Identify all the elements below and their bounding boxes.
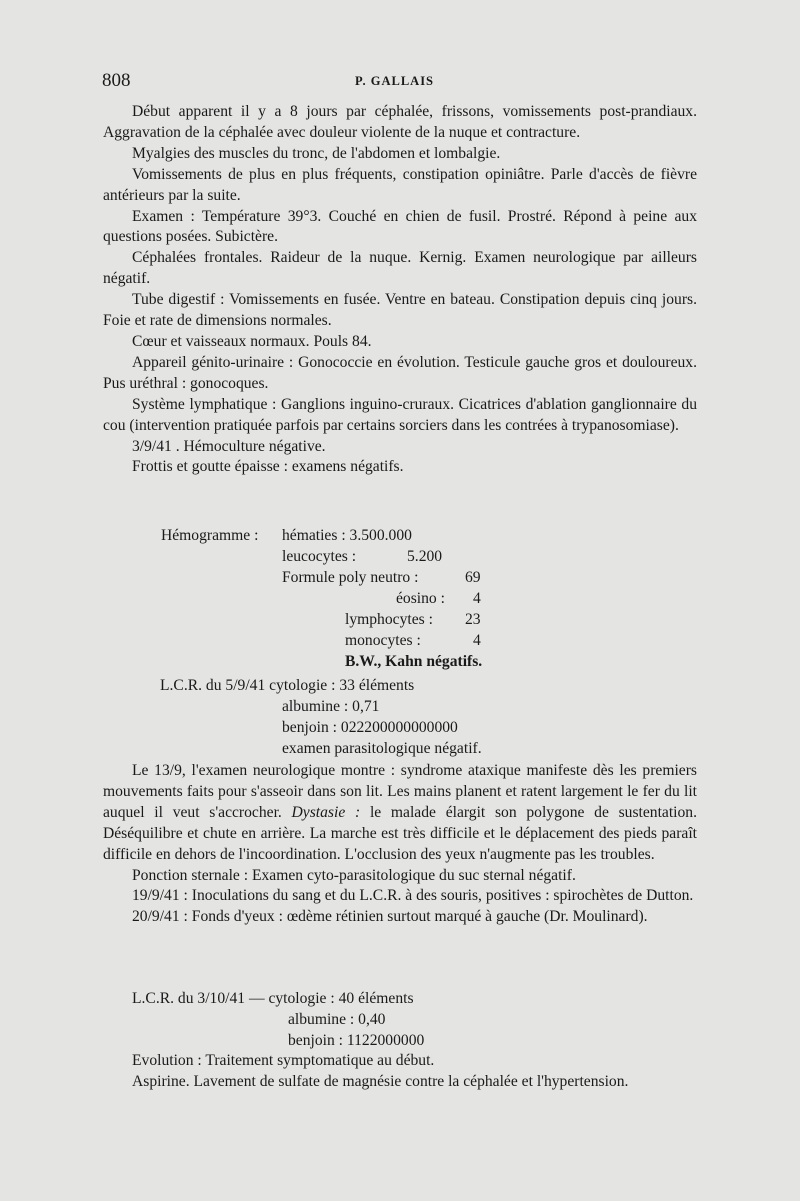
running-header-author: P. GALLAIS <box>355 74 435 88</box>
paragraph-hemoculture: 3/9/41 . Hémoculture négative. <box>132 437 326 455</box>
eosino-label: éosino : <box>396 590 445 607</box>
paragraph-lymphatique: Système lymphatique : Ganglions inguino-cruraux. Cicatrices d'ablation ganglionnaire du cou (intervention pratiquée parfois par certains sorciers dans les contrées à trypanosomiase). <box>103 395 697 434</box>
paragraph-cephalees: Céphalées frontales. Raideur de la nuque. Kernig. Examen neurologique par ailleurs négatif. <box>103 249 697 288</box>
paragraph-aspirine: Aspirine. Lavement de sulfate de magnésie contre la céphalée et l'hypertension. <box>132 1072 629 1090</box>
lcr2-cytologie: L.C.R. du 3/10/41 — cytologie : 40 éléments <box>132 990 414 1007</box>
lymphocytes-label: lymphocytes : <box>345 611 433 628</box>
hemogramme-label: Hémogramme : <box>161 527 259 544</box>
dystasie-label: Dystasie : <box>291 803 361 821</box>
paragraph-myalgies: Myalgies des muscles du tronc, de l'abdomen et lombalgie. <box>132 144 501 162</box>
neurological-text-block <box>103 761 697 928</box>
lcr1-examen: examen parasitologique négatif. <box>282 740 482 757</box>
lcr1-cytologie: L.C.R. du 5/9/41 cytologie : 33 éléments <box>160 677 415 694</box>
leucocytes-label: leucocytes : <box>282 548 357 565</box>
page-number: 808 <box>102 70 131 91</box>
paragraph-debut: Début apparent il y a 8 jours par céphalée, frissons, vomissements post-prandiaux. Aggravation de la céphalée avec douleur violente de la nuque et contracture. <box>103 103 697 141</box>
monocytes-label: monocytes : <box>345 632 421 649</box>
paragraph-evolution: Evolution : Traitement symptomatique au début. <box>132 1052 435 1069</box>
leucocytes-value: 5.200 <box>407 548 443 565</box>
evolution-text-block <box>103 1051 697 1093</box>
paragraph-examen: Examen : Température 39°3. Couché en chien de fusil. Prostré. Répond à peine aux questions posées. Subictère. <box>103 207 697 246</box>
paragraph-ponction: Ponction sternale : Examen cyto-parasitologique du suc sternal négatif. <box>132 866 576 884</box>
paragraph-appareil: Appareil génito-urinaire : Gonococcie en évolution. Testicule gauche gros et douloureux. Pus uréthral : gonocoques. <box>103 353 697 392</box>
monocytes-value: 4 <box>473 632 481 649</box>
paragraph-neurologique <box>103 761 697 866</box>
lcr2-benjoin: benjoin : 1122000000 <box>288 1032 425 1049</box>
lymphocytes-value: 23 <box>465 611 481 628</box>
lcr1-albumine: albumine : 0,71 <box>282 698 380 715</box>
formule-label: Formule poly neutro : <box>282 569 419 586</box>
paragraph-inoculations: 19/9/41 : Inoculations du sang et du L.C.R. à des souris, positives : spirochètes de Dutton. <box>132 887 694 905</box>
paragraph-neurologique-text: Le 13/9, l'examen neurologique montre : syndrome ataxique manifeste dès les premiers mouvements faits pour s'asseoir dans son lit. Les mains planent et ratent largement le fer du lit auquel il veut s'accrocher. <box>103 762 697 821</box>
paragraph-frottis: Frottis et goutte épaisse : examens négatifs. <box>132 458 404 476</box>
paragraph-fonds-yeux: 20/9/41 : Fonds d'yeux : œdème rétinien surtout marqué à gauche (Dr. Moulinard). <box>132 908 648 926</box>
paragraph-dystasie-text: le malade élargit son polygone de sustentation. Déséquilibre et chute en arrière. La marche est très difficile et le déplacement des pieds paraît difficile en dehors de l'incoordination. L'occlusion des yeux n'augmente pas les troubles. <box>103 803 698 863</box>
lcr1-benjoin: benjoin : 022200000000000 <box>282 719 458 736</box>
paragraph-coeur: Cœur et vaisseaux normaux. Pouls 84. <box>132 332 372 350</box>
hematies-line: hématies : 3.500.000 <box>282 527 412 544</box>
paragraph-tube-digestif: Tube digestif : Vomissements en fusée. Ventre en bateau. Constipation depuis cinq jours. Foie et rate de dimensions normales. <box>103 291 697 330</box>
formule-value: 69 <box>465 569 481 586</box>
paragraph-vomissements: Vomissements de plus en plus fréquents, constipation opiniâtre. Parle d'accès de fièvre antérieurs par la suite. <box>103 165 697 204</box>
observation-text-block <box>103 102 697 478</box>
lcr2-albumine: albumine : 0,40 <box>288 1011 386 1028</box>
bw-kahn-line: B.W., Kahn négatifs. <box>345 653 483 670</box>
eosino-value: 4 <box>473 590 481 607</box>
